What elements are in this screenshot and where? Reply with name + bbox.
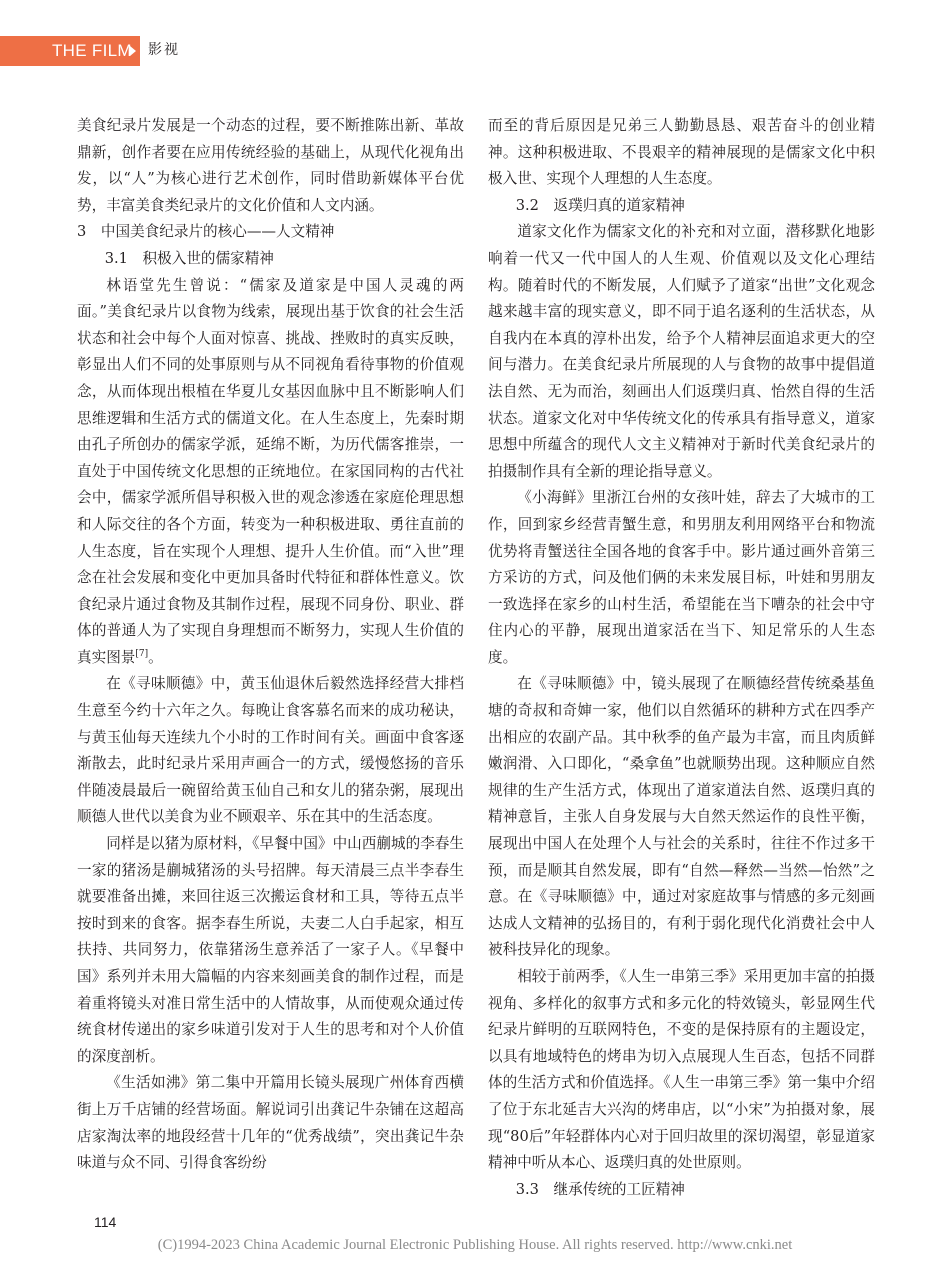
- paragraph: 在《寻味顺德》中，镜头展现了在顺德经营传统桑基鱼塘的奇叔和奇婶一家，他们以自然循环的耕种方式在四季产出相应的农副产品。其中秋季的鱼产最为丰富，而且肉质鲜嫩润滑、入口即化，“桑拿鱼”也就顺势出现。这种顺应自然规律的生产生活方式，体现出了道家道法自然、返璞归真的精神意旨，主张人自身发展与大自然天然运作的良性平衡，展现出中国人在处理个人与社会的关系时，往往不作过多干预，而是顺其自然发展，即有“自然—释然—当然—怡然”之意。在《寻味顺德》中，通过对家庭故事与情感的多元刻画达成人文精神的弘扬目的，有利于弱化现代化消费社会中人被科技异化的现象。: [488, 675, 875, 959]
- paragraph: 《生活如沸》第二集中开篇用长镜头展现广州体育西横街上万千店铺的经营场面。解说词引出龚记牛杂铺在这超高店家淘汰率的地段经营十几年的“优秀战绩”，突出龚记牛杂味道与众不同、引得食客纷纷: [77, 1074, 464, 1172]
- section-heading-3: 3 中国美食纪录片的核心——人文精神: [77, 223, 335, 241]
- play-arrow-icon: [130, 46, 136, 56]
- left-column: [77, 113, 464, 1177]
- citation-ref: [7]: [135, 649, 149, 660]
- paragraph: [77, 273, 464, 672]
- copyright-notice: (C)1994-2023 China Academic Journal Electronic Publishing House. All rights reserved. http://www.cnki.net: [157, 1237, 793, 1253]
- paragraph: 相较于前两季，《人生一串第三季》采用更加丰富的拍摄视角、多样化的叙事方式和多元化的特效镜头，彰显网生代纪录片鲜明的互联网特色，不变的是保持原有的主题设定，以具有地域特色的烤串为切入点展现人生百态，包括不同群体的生活方式和价值选择。《人生一串第三季》第一集中介绍了位于东北延吉大兴沟的烤串店，以“小宋”为拍摄对象，展现“80后”年轻群体内心对于回归故里的深切渴望，彰显道家精神中听从本心、返璞归真的处世原则。: [488, 968, 875, 1172]
- paragraph: 同样是以猪为原材料，《早餐中国》中山西蒯城的李春生一家的猪汤是蒯城猪汤的头号招牌。每天清晨三点半李春生就要准备出摊，来回往返三次搬运食材和工具，等待五点半按时到来的食客。据李春生所说，夫妻二人白手起家，相互扶持、共同努力，依靠猪汤生意养活了一家子人。《早餐中国》系列并未用大篇幅的内容来刻画美食的制作过程，而是着重将镜头对准日常生活中的人情故事，从而使观众通过传统食材传递出的家乡味道引发对于人生的思考和对个人价值的深度剖析。: [77, 835, 464, 1065]
- paragraph: 道家文化作为儒家文化的补充和对立面，潜移默化地影响着一代又一代中国人的人生观、价值观以及文化心理结构。随着时代的不断发展，人们赋予了道家“出世”文化观念越来越丰富的现实意义，即不同于追名逐利的生活状态，从自我内在本真的淳朴出发，给予个人精神层面追求更大的空间与潜力。在美食纪录片所展现的人与食物的故事中提倡道法自然、无为而治，刻画出人们返璞归真、怡然自得的生活状态。道家文化对中华传统文化的传承具有指导意义，道家思想中所蕴含的现代人文主义精神对于新时代美食纪录片的拍摄制作具有全新的理论指导意义。: [488, 223, 875, 480]
- paragraph: 而至的背后原因是兄弟三人勤勤恳恳、艰苦奋斗的创业精神。这种积极进取、不畏艰辛的精神展现的是儒家文化中积极入世、实现个人理想的人生态度。: [488, 117, 875, 188]
- subsection-heading-3-1: 3.1 积极入世的儒家精神: [104, 249, 274, 267]
- journal-brand-tab: [0, 36, 140, 66]
- right-column: [488, 113, 875, 1203]
- subsection-heading-3-3: 3.3 继承传统的工匠精神: [515, 1180, 685, 1198]
- paragraph: 在《寻味顺德》中，黄玉仙退休后毅然选择经营大排档生意至今约十六年之久。每晚让食客慕名而来的成功秘诀，与黄玉仙每天连续九个小时的工作时间有关。画面中食客逐渐散去，此时纪录片采用声画合一的方式，缓慢悠扬的音乐伴随凌晨最后一碗留给黄玉仙自己和女儿的猪杂粥，展现出顺德人世代以美食为业不顾艰辛、乐在其中的生活态度。: [77, 675, 464, 826]
- journal-brand-text: THE FILM: [52, 41, 132, 60]
- paragraph-end: 。: [148, 648, 163, 666]
- paragraph: 《小海鲜》里浙江台州的女孩叶娃，辞去了大城市的工作，回到家乡经营青蟹生意，和男朋友利用网络平台和物流优势将青蟹送往全国各地的食客手中。影片通过画外音第三方采访的方式，问及他们俩的未来发展目标，叶娃和男朋友一致选择在家乡的山村生活，希望能在当下嘈杂的社会中守住内心的平静，展现出道家活在当下、知足常乐的人生态度。: [488, 489, 875, 666]
- paragraph-text: 林语堂先生曾说：“儒家及道家是中国人灵魂的两面。”美食纪录片以食物为线索，展现出基于饮食的社会生活状态和社会中每个人面对惊喜、挑战、挫败时的真实反映，彰显出人们不同的处事原则与从不同视角看待事物的价值观念，从而体现出根植在华夏儿女基因血脉中且不断影响人们思维逻辑和生活方式的儒道文化。在人生态度上，先秦时期由孔子所创办的儒家学派，延绵不断，为历代儒客推崇，一直处于中国传统文化思想的正统地位。在家国同构的古代社会中，儒家学派所倡导积极入世的观念渗透在家庭伦理思想和人际交往的各个方面，转变为一种积极进取、勇往直前的人生态度，旨在实现个人理想、提升人生价值。而“入世”理念在社会发展和变化中更加具备时代特征和群体性意义。饮食纪录片通过食物及其制作过程，展现不同身份、职业、群体的普通人为了实现自身理想而不断努力，实现人生价值的真实图景: [77, 276, 464, 666]
- subsection-heading-3-2: 3.2 返璞归真的道家精神: [515, 196, 685, 214]
- paragraph: 美食纪录片发展是一个动态的过程，要不断推陈出新、革故鼎新，创作者要在应用传统经验的基础上，从现代化视角出发，以“人”为核心进行艺术创作，同时借助新媒体平台优势，丰富美食类纪录片的文化价值和人文内涵。: [77, 117, 464, 214]
- page-number: 114: [94, 1214, 117, 1230]
- section-label: 影视: [148, 42, 180, 58]
